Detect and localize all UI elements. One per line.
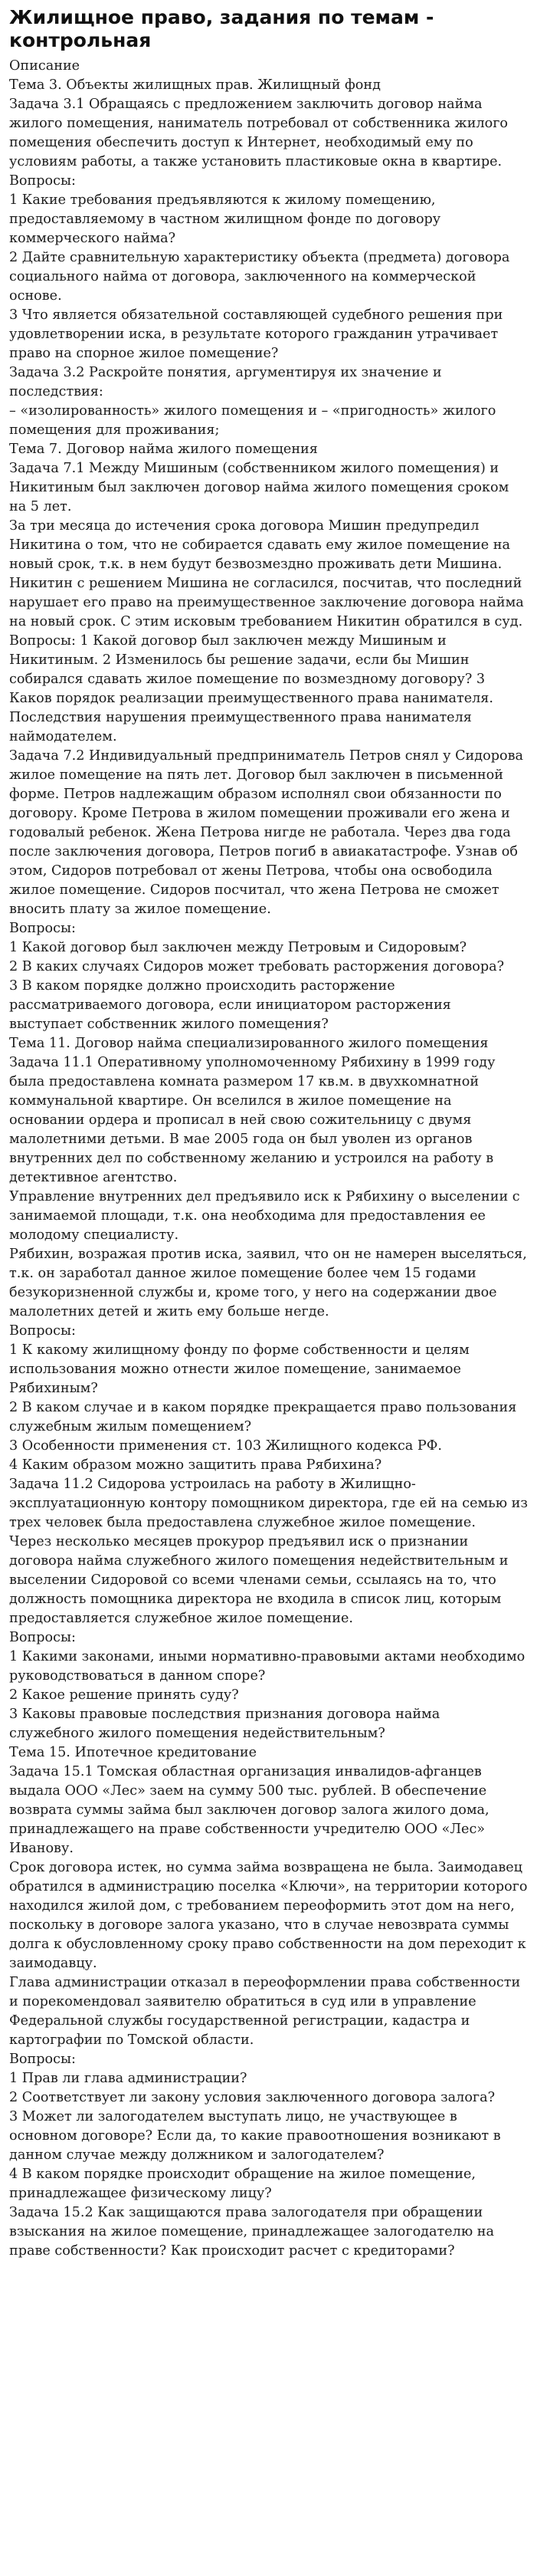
- paragraph: Вопросы: 1 Какой договор был заключен между Мишиным и Никитиным. 2 Изменилось бы решение задачи, если бы Мишин собирался сдавать жилое помещение по возмездному договору? 3 Каков порядок реализации преимущественного права нанимателя. Последствия нарушения преимущественного права нанимателя наймодателем.: [9, 633, 498, 744]
- paragraph: 2 В каком случае и в каком порядке прекращается право пользования служебным жилым помещением?: [9, 1400, 521, 1434]
- paragraph: 2 В каких случаях Сидоров может требовать расторжения договора?: [9, 959, 505, 974]
- paragraph: 1 Прав ли глава администрации?: [9, 2071, 247, 2086]
- paragraph: Вопросы:: [9, 921, 76, 936]
- paragraph: Вопросы:: [9, 1323, 76, 1339]
- paragraph: Вопросы:: [9, 1630, 76, 1645]
- paragraph: – «изолированность» жилого помещения и – «пригодность» жилого помещения для проживания;: [9, 403, 500, 438]
- paragraph: Срок договора истек, но сумма займа возвращена не была. Заимодавец обратился в администрацию поселка «Ключи», на территории которого находился жилой дом, с требованием переоформить этот дом на него, поскольку в договоре залога указано, что в случае невозврата суммы долга к обусловленному сроку право собственности на дом переходит к заимодавцу.: [9, 1860, 532, 1971]
- paragraph: 2 Дайте сравнительную характеристику объекта (предмета) договора социального найма от договора, заключенного на коммерческой основе.: [9, 250, 514, 304]
- paragraph: 4 Каким образом можно защитить права Рябихина?: [9, 1457, 382, 1473]
- paragraph: Управление внутренних дел предъявило иск к Рябихину о выселении с занимаемой площади, т.к. она необходима для предоставления ее молодому специалисту.: [9, 1189, 525, 1243]
- paragraph: Тема 15. Ипотечное кредитование: [9, 1745, 257, 1760]
- paragraph: 4 В каком порядке происходит обращение на жилое помещение, принадлежащее физическому лицу?: [9, 2167, 480, 2201]
- paragraph: 3 Особенности применения ст. 103 Жилищного кодекса РФ.: [9, 1438, 442, 1454]
- paragraph: Задача 7.2 Индивидуальный предприниматель Петров снял у Сидорова жилое помещение на пять лет. Договор был заключен в письменной форме. Петров надлежащим образом исполнял свои обязанности по договору. Кроме Петрова в жилом помещении проживали его жена и годовалый ребенок. Жена Петрова нигде не работала. Через два года после заключения договора, Петров погиб в авиакатастрофе. Узнав об этом, Сидоров потребовал от жены Петрова, чтобы она освободила жилое помещение. Сидоров посчитал, что жена Петрова не сможет вносить плату за жилое помещение.: [9, 748, 528, 917]
- paragraph: Задача 7.1 Между Мишиным (собственником жилого помещения) и Никитиным был заключен договор найма жилого помещения сроком на 5 лет.: [9, 461, 513, 514]
- paragraph: Тема 11. Договор найма специализированного жилого помещения: [9, 1036, 489, 1051]
- paragraph: Задача 15.1 Томская областная организация инвалидов-афганцев выдала ООО «Лес» заем на сумму 500 тыс. рублей. В обеспечение возврата суммы займа был заключен договор залога жилого дома, принадлежащего на праве собственности учредителю ООО «Лес» Иванову.: [9, 1764, 494, 1856]
- paragraph: 2 Соответствует ли закону условия заключенного договора залога?: [9, 2090, 496, 2105]
- document-title: Жилищное право, задания по темам - контрольная: [9, 6, 434, 51]
- paragraph: Задача 3.2 Раскройте понятия, аргументируя их значение и последствия:: [9, 365, 447, 399]
- paragraph: Глава администрации отказал в переоформлении права собственности и порекомендовал заявителю обратиться в суд или в управление Федеральной службы государственной регистрации, кадастра и картографии по Томской области.: [9, 1975, 525, 2048]
- paragraph: Задача 11.1 Оперативному уполномоченному Рябихину в 1999 году была предоставлена комната размером 17 кв.м. в двухкомнатной коммунальной квартире. Он вселился в жилое помещение на основании ордера и прописал в ней свою сожительницу с двумя малолетними детьми. В мае 2005 года он был уволен из органов внутренних дел по собственному желанию и устроился на работу в детективное агентство.: [9, 1055, 500, 1185]
- paragraph: Тема 3. Объекты жилищных прав. Жилищный фонд: [9, 77, 381, 93]
- paragraph: Тема 7. Договор найма жилого помещения: [9, 442, 318, 457]
- paragraph: 1 Какие требования предъявляются к жилому помещению, предоставляемому в частном жилищном фонде по договору коммерческого найма?: [9, 192, 445, 246]
- paragraph: Вопросы:: [9, 173, 76, 189]
- paragraph: 3 Может ли залогодателем выступать лицо, не участвующее в основном договоре? Если да, то какие правоотношения возникают в данном случае между должником и залогодателем?: [9, 2109, 506, 2163]
- paragraph: Через несколько месяцев прокурор предъявил иск о признании договора найма служебного жилого помещения недействительным и выселении Сидоровой со всеми членами семьи, ссылаясь на то, что должность помощника директора не входила в список лиц, которым предоставляется служебное жилое помещение.: [9, 1534, 513, 1626]
- paragraph: Задача 3.1 Обращаясь с предложением заключить договор найма жилого помещения, наниматель потребовал от собственника жилого помещения обеспечить доступ к Интернет, необходимый ему по условиям работы, а также установить пластиковые окна в квартире.: [9, 97, 512, 169]
- paragraph: Задача 15.2 Как защищаются права залогодателя при обращении взыскания на жилое помещение, принадлежащее залогодателю на праве собственности? Как происходит расчет с кредиторами?: [9, 2205, 499, 2259]
- paragraph: 3 Каковы правовые последствия признания договора найма служебного жилого помещения недействительным?: [9, 1707, 444, 1741]
- paragraph: Вопросы:: [9, 2052, 76, 2067]
- paragraph: 3 В каком порядке должно происходить расторжение рассматриваемого договора, если инициатором расторжения выступает собственник жилого помещения?: [9, 978, 456, 1032]
- paragraph: Рябихин, возражая против иска, заявил, что он не намерен выселяться, т.к. он заработал данное жилое помещение более чем 15 годами безукоризненной службы и, кроме того, у него на содержании двое малолетних детей и жить ему больше негде.: [9, 1247, 532, 1319]
- paragraph: 3 Что является обязательной составляющей судебного решения при удовлетворении иска, в результате которого гражданин утрачивает право на спорное жилое помещение?: [9, 307, 507, 361]
- paragraph: За три месяца до истечения срока договора Мишин предупредил Никитина о том, что не собирается сдавать ему жилое помещение на новый срок, т.к. в нем будут безвозмездно проживать дети Мишина. Никитин с решением Мишина не согласился, посчитав, что последний нарушает его право на преимущественное заключение договора найма на новый срок. С этим исковым требованием Никитин обратился в суд.: [9, 518, 529, 629]
- paragraph: 2 Какое решение принять суду?: [9, 1687, 239, 1703]
- document-body: [9, 57, 532, 2261]
- paragraph: 1 К какому жилищному фонду по форме собственности и целям использования можно отнести жилое помещение, занимаемое Рябихиным?: [9, 1342, 474, 1396]
- paragraph: Задача 11.2 Сидорова устроилась на работу в Жилищно-эксплуатационную контору помощником директора, где ей на семью из трех человек была предоставлена служебное жилое помещение.: [9, 1477, 532, 1530]
- paragraph: 1 Какой договор был заключен между Петровым и Сидоровым?: [9, 940, 467, 955]
- paragraph: Описание: [9, 58, 80, 74]
- paragraph: 1 Какими законами, иными нормативно-правовыми актами необходимо руководствоваться в данном споре?: [9, 1649, 529, 1684]
